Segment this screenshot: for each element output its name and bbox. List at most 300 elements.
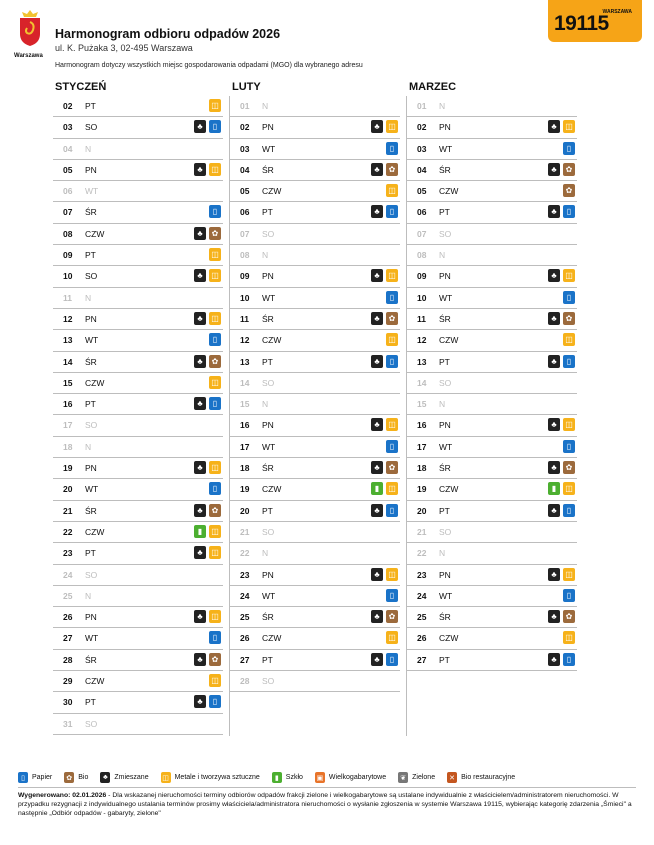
day-number: 20	[240, 505, 250, 516]
weekday: CZW	[85, 228, 105, 239]
day-number: 26	[63, 612, 73, 623]
weekday: PN	[262, 569, 274, 580]
schedule-row	[53, 650, 223, 671]
weekday: WT	[439, 292, 453, 303]
schedule-row	[53, 96, 223, 117]
weekday: CZW	[439, 484, 459, 495]
schedule-row	[53, 394, 223, 415]
weekday: N	[262, 399, 269, 410]
schedule-row	[230, 479, 400, 500]
weekday: N	[85, 292, 92, 303]
paper-waste-icon: ▯	[209, 205, 221, 218]
weekday: SO	[85, 718, 98, 729]
biorest-waste-icon: ✕	[447, 772, 457, 783]
day-number: 10	[63, 271, 73, 282]
day-number: 11	[240, 313, 249, 324]
hotline-badge	[548, 0, 642, 42]
waste-icons	[563, 333, 575, 346]
waste-icons	[194, 546, 221, 559]
day-number: 22	[63, 526, 73, 537]
weekday: PT	[85, 697, 96, 708]
mixed-waste-icon: ♣	[548, 461, 560, 474]
weekday: SO	[85, 569, 98, 580]
paper-waste-icon: ▯	[209, 482, 221, 495]
metal-waste-icon: ◫	[209, 546, 221, 559]
schedule-row	[407, 479, 577, 500]
metal-waste-icon: ◫	[386, 184, 398, 197]
day-number: 26	[240, 633, 250, 644]
mixed-waste-icon: ♣	[194, 546, 206, 559]
schedule-row	[230, 266, 400, 287]
paper-waste-icon: ▯	[563, 355, 575, 368]
day-number: 02	[63, 101, 73, 111]
metal-waste-icon: ◫	[563, 333, 575, 346]
schedule-row	[407, 96, 577, 117]
month-column-january	[53, 79, 223, 735]
metal-waste-icon: ◫	[209, 269, 221, 282]
day-number: 18	[240, 463, 250, 474]
waste-icons	[548, 418, 575, 431]
waste-icons	[548, 205, 575, 218]
schedule-row	[230, 671, 400, 692]
day-number: 04	[417, 164, 427, 175]
day-number: 11	[63, 292, 72, 303]
day-number: 06	[240, 207, 250, 218]
weekday: PT	[85, 399, 96, 410]
paper-waste-icon: ▯	[386, 205, 398, 218]
day-number: 18	[417, 463, 427, 474]
day-number: 09	[63, 250, 73, 261]
legend-item-mixed	[100, 772, 148, 783]
waste-icons	[548, 653, 575, 666]
legend-label: Papier	[32, 774, 53, 781]
waste-icons	[194, 355, 221, 368]
waste-icons	[194, 525, 221, 538]
waste-icons	[563, 142, 575, 155]
weekday: N	[439, 101, 446, 111]
weekday: ŚR	[439, 313, 451, 324]
waste-icons	[563, 589, 575, 602]
weekday: PN	[439, 569, 451, 580]
weekday: ŚR	[439, 164, 451, 175]
paper-waste-icon: ▯	[386, 440, 398, 453]
day-number: 10	[417, 292, 427, 303]
mixed-waste-icon: ♣	[371, 504, 383, 517]
mixed-waste-icon: ♣	[100, 772, 110, 783]
day-number: 19	[417, 484, 427, 495]
waste-icons	[209, 482, 221, 495]
day-number: 07	[63, 207, 73, 218]
paper-waste-icon: ▯	[209, 120, 221, 133]
legend	[18, 772, 515, 783]
month-heading: STYCZEŃ	[55, 81, 107, 93]
waste-icons	[371, 269, 398, 282]
waste-icons	[371, 482, 398, 495]
mixed-waste-icon: ♣	[194, 461, 206, 474]
schedule-row	[230, 501, 400, 522]
schedule-row	[230, 288, 400, 309]
weekday: CZW	[439, 633, 459, 644]
glass-waste-icon: ▮	[272, 772, 282, 783]
weekday: ŚR	[439, 463, 451, 474]
schedule-row	[407, 202, 577, 223]
schedule-row	[230, 330, 400, 351]
mixed-waste-icon: ♣	[548, 312, 560, 325]
legend-item-paper	[18, 772, 52, 783]
day-number: 03	[63, 122, 73, 133]
schedule-row	[53, 437, 223, 458]
schedule-row	[53, 671, 223, 692]
waste-icons	[548, 355, 575, 368]
warsaw-crest-icon	[18, 10, 42, 46]
bio-waste-icon: ✿	[386, 461, 398, 474]
waste-icons	[548, 120, 575, 133]
mixed-waste-icon: ♣	[194, 397, 206, 410]
day-number: 07	[240, 228, 250, 239]
mixed-waste-icon: ♣	[371, 461, 383, 474]
weekday: ŚR	[262, 612, 274, 623]
day-number: 14	[240, 377, 250, 388]
weekday: SO	[439, 526, 452, 537]
schedule-row	[407, 543, 577, 564]
day-number: 22	[240, 548, 250, 559]
paper-waste-icon: ▯	[209, 397, 221, 410]
weekday: N	[262, 250, 269, 261]
metal-waste-icon: ◫	[386, 269, 398, 282]
weekday: PT	[439, 356, 450, 367]
weekday: ŚR	[85, 654, 97, 665]
legend-item-bulky	[315, 772, 386, 783]
schedule-row	[53, 181, 223, 202]
schedule-row	[407, 224, 577, 245]
day-number: 08	[240, 250, 250, 261]
bio-waste-icon: ✿	[563, 312, 575, 325]
schedule-row	[407, 309, 577, 330]
mixed-waste-icon: ♣	[194, 504, 206, 517]
weekday: CZW	[85, 526, 105, 537]
day-number: 13	[240, 356, 250, 367]
schedule-row	[407, 586, 577, 607]
schedule-row	[230, 160, 400, 181]
schedule-row	[53, 479, 223, 500]
day-number: 28	[240, 676, 250, 687]
schedule-row	[53, 202, 223, 223]
waste-icons	[548, 504, 575, 517]
weekday: SO	[85, 271, 98, 282]
waste-icons	[563, 440, 575, 453]
footnote	[18, 791, 638, 818]
waste-icons	[371, 312, 398, 325]
divider	[18, 787, 636, 788]
schedule-row	[230, 650, 400, 671]
weekday: ŚR	[85, 207, 97, 218]
badge-number: 19115	[554, 12, 609, 35]
mixed-waste-icon: ♣	[548, 418, 560, 431]
weekday: PN	[85, 612, 97, 623]
schedule-row	[53, 224, 223, 245]
legend-item-metal	[161, 772, 260, 783]
waste-icons	[386, 184, 398, 197]
mixed-waste-icon: ♣	[548, 355, 560, 368]
weekday: CZW	[85, 676, 105, 687]
bio-waste-icon: ✿	[563, 610, 575, 623]
schedule-row	[53, 714, 223, 735]
metal-waste-icon: ◫	[563, 269, 575, 282]
weekday: ŚR	[439, 612, 451, 623]
waste-icons	[548, 461, 575, 474]
metal-waste-icon: ◫	[209, 312, 221, 325]
schedule-row	[230, 607, 400, 628]
weekday: WT	[439, 441, 453, 452]
day-number: 30	[63, 697, 73, 708]
waste-icons	[548, 312, 575, 325]
paper-waste-icon: ▯	[386, 653, 398, 666]
schedule-row	[407, 288, 577, 309]
mixed-waste-icon: ♣	[371, 653, 383, 666]
weekday: N	[85, 143, 92, 154]
bulky-waste-icon: ▣	[315, 772, 325, 783]
weekday: PT	[439, 207, 450, 218]
day-number: 17	[417, 441, 427, 452]
weekday: N	[85, 590, 92, 601]
metal-waste-icon: ◫	[563, 418, 575, 431]
weekday: PT	[85, 101, 96, 111]
metal-waste-icon: ◫	[563, 120, 575, 133]
day-number: 23	[417, 569, 427, 580]
schedule-row	[53, 373, 223, 394]
paper-waste-icon: ▯	[563, 291, 575, 304]
metal-waste-icon: ◫	[386, 333, 398, 346]
metal-waste-icon: ◫	[386, 120, 398, 133]
paper-waste-icon: ▯	[209, 333, 221, 346]
day-number: 06	[63, 186, 73, 197]
mixed-waste-icon: ♣	[371, 610, 383, 623]
metal-waste-icon: ◫	[209, 525, 221, 538]
schedule-row	[230, 96, 400, 117]
paper-waste-icon: ▯	[209, 695, 221, 708]
day-number: 16	[63, 399, 73, 410]
day-number: 13	[63, 335, 73, 346]
glass-waste-icon: ▮	[194, 525, 206, 538]
waste-icons	[548, 269, 575, 282]
bio-waste-icon: ✿	[209, 355, 221, 368]
glass-waste-icon: ▮	[371, 482, 383, 495]
mixed-waste-icon: ♣	[371, 355, 383, 368]
glass-waste-icon: ▮	[548, 482, 560, 495]
day-number: 12	[63, 313, 73, 324]
schedule-row	[407, 607, 577, 628]
waste-icons	[371, 418, 398, 431]
paper-waste-icon: ▯	[563, 653, 575, 666]
bio-waste-icon: ✿	[386, 610, 398, 623]
mixed-waste-icon: ♣	[194, 653, 206, 666]
day-number: 01	[240, 101, 250, 111]
waste-icons	[371, 568, 398, 581]
day-number: 25	[240, 612, 250, 623]
schedule-row	[407, 501, 577, 522]
mixed-waste-icon: ♣	[371, 418, 383, 431]
weekday: SO	[85, 122, 98, 133]
page-title: Harmonogram odbioru odpadów 2026	[55, 27, 281, 41]
weekday: PN	[439, 271, 451, 282]
waste-icons	[371, 120, 398, 133]
weekday: SO	[85, 420, 98, 431]
legend-item-glass	[272, 772, 303, 783]
schedule-row	[230, 415, 400, 436]
weekday: SO	[262, 377, 275, 388]
schedule-row	[407, 373, 577, 394]
day-number: 15	[417, 399, 427, 410]
paper-waste-icon: ▯	[563, 589, 575, 602]
waste-icons	[209, 631, 221, 644]
schedule-row	[407, 352, 577, 373]
schedule-row	[53, 543, 223, 564]
schedule-row	[407, 394, 577, 415]
bio-waste-icon: ✿	[386, 163, 398, 176]
schedule-row	[407, 650, 577, 671]
day-number: 21	[63, 505, 73, 516]
schedule-row	[407, 160, 577, 181]
schedule-row	[230, 522, 400, 543]
mixed-waste-icon: ♣	[548, 205, 560, 218]
weekday: WT	[85, 484, 99, 495]
weekday: CZW	[85, 377, 105, 388]
legend-label: Bio restauracyjne	[461, 774, 516, 781]
bio-waste-icon: ✿	[209, 227, 221, 240]
waste-icons	[563, 184, 575, 197]
day-number: 04	[240, 164, 250, 175]
month-column-february	[230, 79, 400, 692]
paper-waste-icon: ▯	[209, 631, 221, 644]
schedule-row	[230, 543, 400, 564]
paper-waste-icon: ▯	[563, 504, 575, 517]
metal-waste-icon: ◫	[386, 568, 398, 581]
weekday: WT	[85, 186, 99, 197]
schedule-row	[53, 117, 223, 138]
day-number: 21	[417, 526, 427, 537]
bio-waste-icon: ✿	[563, 163, 575, 176]
schedule-row	[53, 586, 223, 607]
day-number: 06	[417, 207, 427, 218]
weekday: PN	[262, 271, 274, 282]
day-number: 13	[417, 356, 427, 367]
waste-icons	[194, 163, 221, 176]
schedule-row	[407, 458, 577, 479]
schedule-row	[53, 607, 223, 628]
mixed-waste-icon: ♣	[194, 695, 206, 708]
metal-waste-icon: ◫	[209, 163, 221, 176]
waste-icons	[386, 142, 398, 155]
schedule-row	[230, 394, 400, 415]
paper-waste-icon: ▯	[386, 291, 398, 304]
waste-icons	[194, 312, 221, 325]
waste-icons	[371, 355, 398, 368]
day-number: 12	[240, 335, 250, 346]
weekday: PT	[262, 654, 273, 665]
day-number: 09	[417, 271, 427, 282]
schedule-row	[53, 330, 223, 351]
metal-waste-icon: ◫	[209, 610, 221, 623]
day-number: 15	[63, 377, 73, 388]
schedule-row	[407, 181, 577, 202]
day-number: 27	[63, 633, 73, 644]
day-number: 21	[240, 526, 250, 537]
day-number: 03	[240, 143, 250, 154]
waste-icons	[548, 482, 575, 495]
metal-waste-icon: ◫	[209, 248, 221, 261]
schedule-row	[230, 565, 400, 586]
schedule-row	[407, 415, 577, 436]
metal-waste-icon: ◫	[209, 99, 221, 112]
schedule-row	[53, 628, 223, 649]
mixed-waste-icon: ♣	[194, 610, 206, 623]
weekday: ŚR	[262, 164, 274, 175]
waste-icons	[563, 631, 575, 644]
paper-waste-icon: ▯	[563, 142, 575, 155]
day-number: 03	[417, 143, 427, 154]
weekday: N	[439, 250, 446, 261]
mixed-waste-icon: ♣	[548, 120, 560, 133]
legend-label: Metale i tworzywa sztuczne	[174, 774, 260, 781]
schedule-row	[53, 160, 223, 181]
metal-waste-icon: ◫	[386, 631, 398, 644]
weekday: PN	[85, 463, 97, 474]
day-number: 09	[240, 271, 250, 282]
day-number: 29	[63, 676, 73, 687]
day-number: 11	[417, 313, 426, 324]
day-number: 07	[417, 228, 427, 239]
waste-icons	[563, 291, 575, 304]
mixed-waste-icon: ♣	[371, 269, 383, 282]
bio-waste-icon: ✿	[209, 653, 221, 666]
mixed-waste-icon: ♣	[194, 227, 206, 240]
day-number: 24	[63, 569, 73, 580]
waste-icons	[194, 227, 221, 240]
day-number: 31	[63, 718, 73, 729]
paper-waste-icon: ▯	[386, 504, 398, 517]
day-number: 28	[63, 654, 73, 665]
day-number: 18	[63, 441, 73, 452]
schedule-row	[407, 117, 577, 138]
bio-waste-icon: ✿	[386, 312, 398, 325]
legend-label: Bio	[78, 774, 89, 781]
schedule-row	[407, 139, 577, 160]
day-number: 14	[63, 356, 73, 367]
schedule-row	[407, 245, 577, 266]
day-number: 25	[63, 590, 73, 601]
weekday: PN	[262, 420, 274, 431]
waste-icons	[209, 205, 221, 218]
weekday: N	[439, 548, 446, 559]
mixed-waste-icon: ♣	[371, 312, 383, 325]
footnote-text: - Dla wskazanej nieruchomości terminy odbiorów odpadów frakcji zielone i wielkogabarytowe są ustalane indywidualnie z właścicielem/administratorem nieruchomości. W przypadku rezygnacji z indywidualnego ustalania terminów prosimy właściciela/administratora nieruchomości o wysłanie zgłoszenia w systemie Warszawa 19115, wybierając kategorię zdarzenia „Śmieci" a następnie „Odbiór odpadów - gabaryty, zielone"	[18, 792, 632, 817]
weekday: CZW	[262, 484, 282, 495]
weekday: WT	[262, 590, 276, 601]
page-subtitle: Harmonogram dotyczy wszystkich miejsc gospodarowania odpadami (MGO) dla wybranego adresu	[55, 62, 363, 69]
schedule-row	[53, 565, 223, 586]
day-number: 05	[417, 186, 427, 197]
waste-icons	[194, 695, 221, 708]
waste-icons	[386, 440, 398, 453]
weekday: CZW	[262, 186, 282, 197]
schedule-row	[53, 415, 223, 436]
schedule-row	[230, 202, 400, 223]
weekday: SO	[439, 377, 452, 388]
metal-waste-icon: ◫	[386, 418, 398, 431]
month-heading: LUTY	[232, 81, 261, 93]
metal-waste-icon: ◫	[209, 674, 221, 687]
weekday: SO	[262, 676, 275, 687]
